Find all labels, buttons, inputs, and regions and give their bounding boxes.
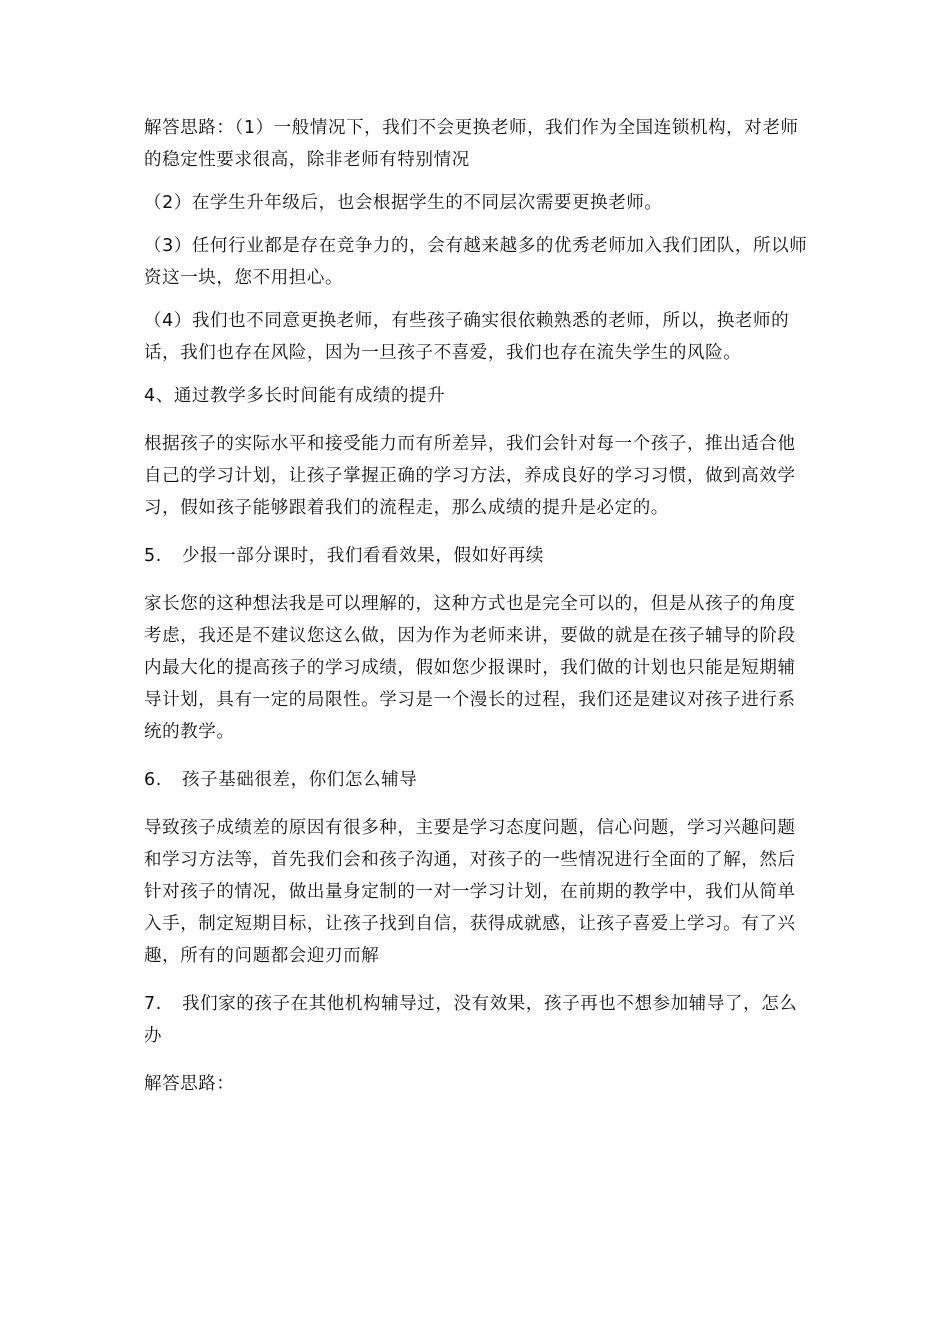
answer-paragraph-5: 家长您的这种想法我是可以理解的，这种方式也是完全可以的，但是从孩子的角度考虑，我还是不建议您这么做，因为作为老师来讲，要做的就是在孩子辅导的阶段内最大化的提高孩子的学习成绩，假如您少报课时，我们做的计划也只能是短期辅导计划，具有一定的局限性。学习是一个漫长的过程，我们还是建议对孩子进行系统的教学。 [144, 594, 796, 742]
answer-paragraph-4: 根据孩子的实际水平和接受能力而有所差异，我们会针对每一个孩子，推出适合他自己的学习计划，让孩子掌握正确的学习方法，养成良好的学习习惯，做到高效学习，假如孩子能够跟着我们的流程走，那么成绩的提升是必定的。 [144, 434, 796, 518]
question-text-7: 我们家的孩子在其他机构辅导过，没有效果，孩子再也不想参加辅导了，怎么办 [144, 994, 798, 1046]
question-number-5: 5. [144, 546, 162, 566]
answer-point-2: （2）在学生升年级后，也会根据学生的不同层次需要更换老师。 [144, 193, 663, 213]
answer-point-4: （4）我们也不同意更换老师，有些孩子确实很依赖熟悉的老师，所以，换老师的话，我们也存在风险，因为一旦孩子不喜爱，我们也存在流失学生的风险。 [144, 311, 790, 363]
question-heading-6 [144, 764, 808, 796]
question-text-6: 孩子基础很差，你们怎么辅导 [182, 770, 418, 790]
answer-point-1: 解答思路：（1）一般情况下，我们不会更换老师，我们作为全国连锁机构，对老师的稳定性要求很高，除非老师有特别情况 [144, 118, 799, 170]
question-number-7: 7. [144, 994, 162, 1014]
document-body [144, 112, 808, 1100]
answer-label-7: 解答思路： [144, 1074, 235, 1094]
question-heading-4: 4、通过教学多长时间能有成绩的提升 [144, 386, 446, 406]
question-heading-7 [144, 988, 808, 1052]
question-heading-5 [144, 540, 808, 572]
question-number-6: 6. [144, 770, 162, 790]
question-text-5: 少报一部分课时，我们看看效果，假如好再续 [182, 546, 544, 566]
answer-point-3: （3）任何行业都是存在竞争力的，会有越来越多的优秀老师加入我们团队，所以师资这一块，您不用担心。 [144, 236, 808, 288]
answer-paragraph-6: 导致孩子成绩差的原因有很多种，主要是学习态度问题，信心问题，学习兴趣问题和学习方法等，首先我们会和孩子沟通，对孩子的一些情况进行全面的了解，然后针对孩子的情况，做出量身定制的一对一学习计划，在前期的教学中，我们从简单入手，制定短期目标，让孩子找到自信，获得成就感，让孩子喜爱上学习。有了兴趣，所有的问题都会迎刃而解 [144, 818, 796, 966]
